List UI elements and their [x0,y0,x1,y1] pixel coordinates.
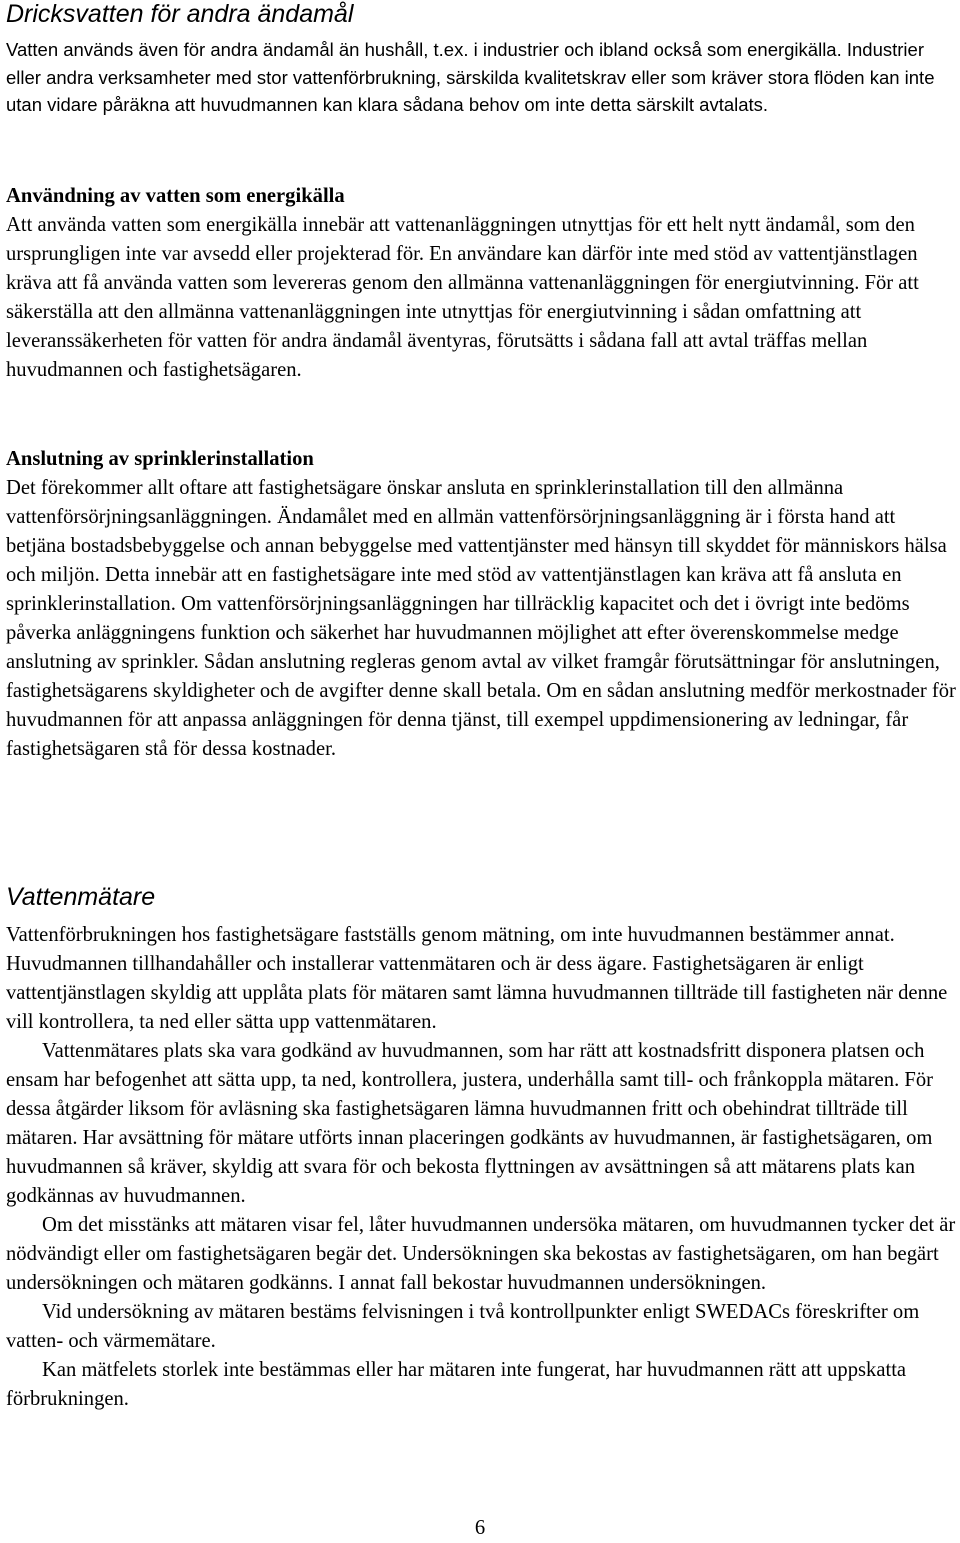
paragraph-sprinkler: Det förekommer allt oftare att fastighetsägare önskar ansluta en sprinklerinstallation till den allmänna vattenförsörjningsanläggningen. Ändamålet med en allmän vattenförsörjningsanläggning är i första hand att betjäna bostadsbebyggelse och annan bebyggelse med vattentjänster med hänsyn till skyddet för människors hälsa och miljön. Detta innebär att en fastighetsägare inte med stöd av vattentjänstlagen kan kräva att få ansluta en sprinklerinstallation. Om vattenförsörjningsanläggningen har tillräcklig kapacitet och det i övrigt inte bedöms påverka anläggningens funktion och säkerhet har huvudmannen möjlighet att efter överenskommelse medge anslutning av sprinkler. Sådan anslutning regleras genom avtal av vilket framgår förutsättningar för anslutningen, fastighetsägarens skyldigheter och de avgifter denne skall betala. Om en sådan anslutning medför merkostnader för huvudmannen för att anpassa anläggningen för denna tjänst, till exempel uppdimensionering av ledningar, får fastighetsägaren stå för dessa kostnader. [6,477,956,760]
page-number: 6 [474,1517,486,1539]
paragraph-vattenmatare-1: Vattenförbrukningen hos fastighetsägare fastställs genom mätning, om inte huvudmannen bestämmer annat. Huvudmannen tillhandahåller och installerar vattenmätaren och är dess ägare. Fastighetsägaren är enligt vattentjänstlagen skyldig att upplåta plats för mätaren samt lämna huvudmannen tillträde till fastigheten när denne vill kontrollera, ta ned eller sätta upp vattenmätaren. [6,924,948,1033]
paragraph-vattenmatare-2: Vattenmätares plats ska vara godkänd av huvudmannen, som har rätt att kostnadsfritt disponera platsen och ensam har befogenhet att sätta upp, ta ned, kontrollera, justera, underhålla samt till- och frånkoppla mätaren. För dessa åtgärder liksom för avläsning ska fastighetsägaren lämna huvudmannen fritt och obehindrat tillträde till mätaren. Har avsättning för mätare utförts innan placeringen godkänts av huvudmannen, är fastighetsägaren, om huvudmannen så kräver, skyldig att svara för och bekosta flyttningen av avsättningen så att mätarens plats kan godkännas av huvudmannen. [6,1040,933,1207]
paragraph-vattenmatare-3: Om det misstänks att mätaren visar fel, låter huvudmannen undersöka mätaren, om huvudmannen tycker det är nödvändigt eller om fastighetsägaren begär det. Undersökningen ska bekostas av fastighetsägaren, om han begärt undersökningen och mätaren godkänns. I annat fall bekostar huvudmannen undersökningen. [6,1214,956,1294]
section-heading-dricksvatten: Dricksvatten för andra ändamål [6,0,354,28]
vattenmatare-body [6,921,956,1414]
paragraph-vattenmatare-4: Vid undersökning av mätaren bestäms felvisningen i två kontrollpunkter enligt SWEDACs föreskrifter om vatten- och värmemätare. [6,1301,920,1352]
paragraph-dricksvatten: Vatten används även för andra ändamål än hushåll, t.ex. i industrier och ibland också som energikälla. Industrier eller andra verksamheter med stor vattenförbrukning, särskilda kvalitetskrav eller som kräver stora flöden kan inte utan vidare påräkna att huvudmannen kan klara sådana behov om inte detta särskilt avtalats. [6,39,935,115]
section-heading-energikalla: Användning av vatten som energikälla [6,185,345,207]
paragraph-energikalla: Att använda vatten som energikälla innebär att vattenanläggningen utnyttjas för ett helt nytt ändamål, som den ursprungligen inte var avsedd eller projekterad för. En användare kan därför inte med stöd av vattentjänstlagen kräva att få använda vatten som levereras genom den allmänna vattenanläggningen för energiutvinning. För att säkerställa att den allmänna vattenanläggningen inte utnyttjas för energiutvinning i sådan omfattning att leveranssäkerheten för vatten för andra ändamål äventyras, förutsätts i sådana fall att avtal träffas mellan huvudmannen och fastighetsägaren. [6,214,919,381]
paragraph-vattenmatare-5: Kan mätfelets storlek inte bestämmas eller har mätaren inte fungerat, har huvudmannen rätt att uppskatta förbrukningen. [6,1359,907,1410]
section-heading-sprinkler: Anslutning av sprinklerinstallation [6,448,314,470]
section-heading-vattenmatare: Vattenmätare [6,883,156,911]
